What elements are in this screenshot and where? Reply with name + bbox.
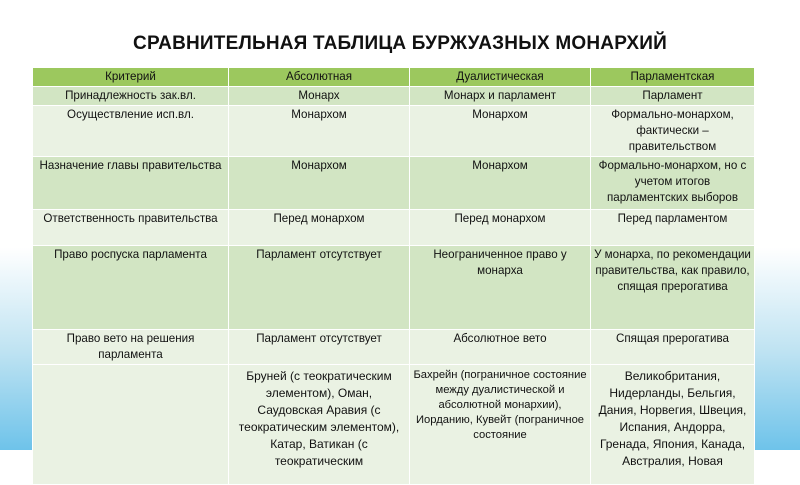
table-cell: Монархом (410, 157, 591, 210)
table-cell: Право роспуска парламента (33, 246, 229, 330)
table-cell: Монархом (229, 106, 410, 157)
header-absolute: Абсолютная (229, 68, 410, 87)
table-cell: Принадлежность зак.вл. (33, 87, 229, 106)
table-cell: Формально-монархом, но с учетом итогов парламентских выборов (591, 157, 755, 210)
table-cell: Перед монархом (410, 210, 591, 246)
header-parliamentary: Парламентская (591, 68, 755, 87)
table-row (33, 246, 755, 330)
table-cell: Монархом (410, 106, 591, 157)
table-row (33, 330, 755, 365)
table-cell: Парламент (591, 87, 755, 106)
table-row (33, 365, 755, 485)
table-cell: Неограниченное право у монарха (410, 246, 591, 330)
table-cell: Ответственность правительства (33, 210, 229, 246)
table-cell: Бруней (с теократическим элементом), Оман, Саудовская Аравия (с теократическим элементом), Катар, Ватикан (с теократическим (229, 365, 410, 485)
table-cell: Бахрейн (пограничное состояние между дуалистической и абсолютной монархии), Иорданию, Кувейт (пограничное состояние (410, 365, 591, 485)
table-cell: Парламент отсутствует (229, 246, 410, 330)
table-cell (33, 365, 229, 485)
comparison-table (32, 67, 755, 485)
table-cell: Великобритания, Нидерланды, Бельгия, Дания, Норвегия, Швеция, Испания, Андорра, Гренада, Япония, Канада, Австралия, Новая (591, 365, 755, 485)
page-title: СРАВНИТЕЛЬНАЯ ТАБЛИЦА БУРЖУАЗНЫХ МОНАРХИЙ (133, 33, 667, 54)
table-cell: У монарха, по рекомендации правительства, как правило, спящая прерогатива (591, 246, 755, 330)
table-row (33, 210, 755, 246)
table-row (33, 157, 755, 210)
table-header-row (33, 68, 755, 87)
table-cell: Формально-монархом, фактически – правительством (591, 106, 755, 157)
table-row (33, 87, 755, 106)
table-cell: Перед монархом (229, 210, 410, 246)
header-dualistic: Дуалистическая (410, 68, 591, 87)
table-cell: Назначение главы правительства (33, 157, 229, 210)
table-row (33, 106, 755, 157)
table-cell: Спящая прерогатива (591, 330, 755, 365)
table-cell: Монарх и парламент (410, 87, 591, 106)
table-cell: Осуществление исп.вл. (33, 106, 229, 157)
table-cell: Перед парламентом (591, 210, 755, 246)
table-cell: Абсолютное вето (410, 330, 591, 365)
table-cell: Парламент отсутствует (229, 330, 410, 365)
header-criterion: Критерий (33, 68, 229, 87)
table-cell: Монарх (229, 87, 410, 106)
table-cell: Право вето на решения парламента (33, 330, 229, 365)
table-cell: Монархом (229, 157, 410, 210)
